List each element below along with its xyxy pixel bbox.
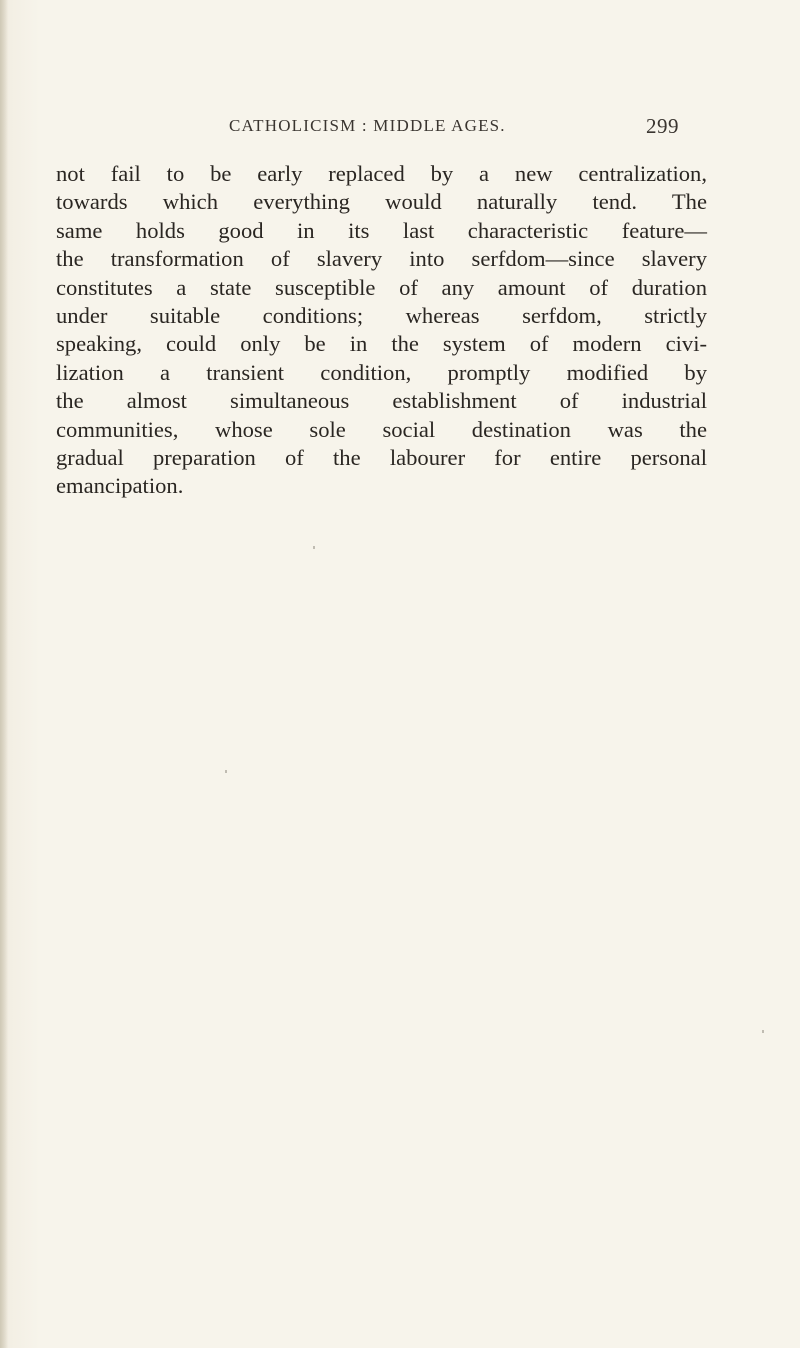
text-line: speaking, could only be in the system of modern civi- [56,331,707,357]
text-line: the almost simultaneous establishment of industrial [56,388,707,414]
page-gutter-shadow [0,0,8,1348]
text-line: same holds good in its last characteristic feature— [56,217,707,243]
text-line: lization a transient condition, promptly modified by [56,359,707,385]
text-line: constitutes a state susceptible of any amount of duration [56,274,707,300]
text-line: communities, whose sole social destination was the [56,416,707,442]
text-line: the transformation of slavery into serfdom—since slavery [56,246,707,272]
running-head [0,114,800,144]
running-title: CATHOLICISM : MIDDLE AGES. [229,116,506,135]
text-line: under suitable conditions; whereas serfdom, strictly [56,302,707,328]
text-line: towards which everything would naturally tend. The [56,189,707,215]
text-line: gradual preparation of the labourer for entire personal [56,444,707,470]
paper-speck [313,546,315,549]
text-line: not fail to be early replaced by a new centralization, [56,161,707,186]
text-line: emancipation. [56,473,184,499]
paper-speck [762,1030,764,1033]
body-paragraph [56,160,707,501]
paper-speck [225,770,227,773]
page-number: 299 [646,114,679,138]
